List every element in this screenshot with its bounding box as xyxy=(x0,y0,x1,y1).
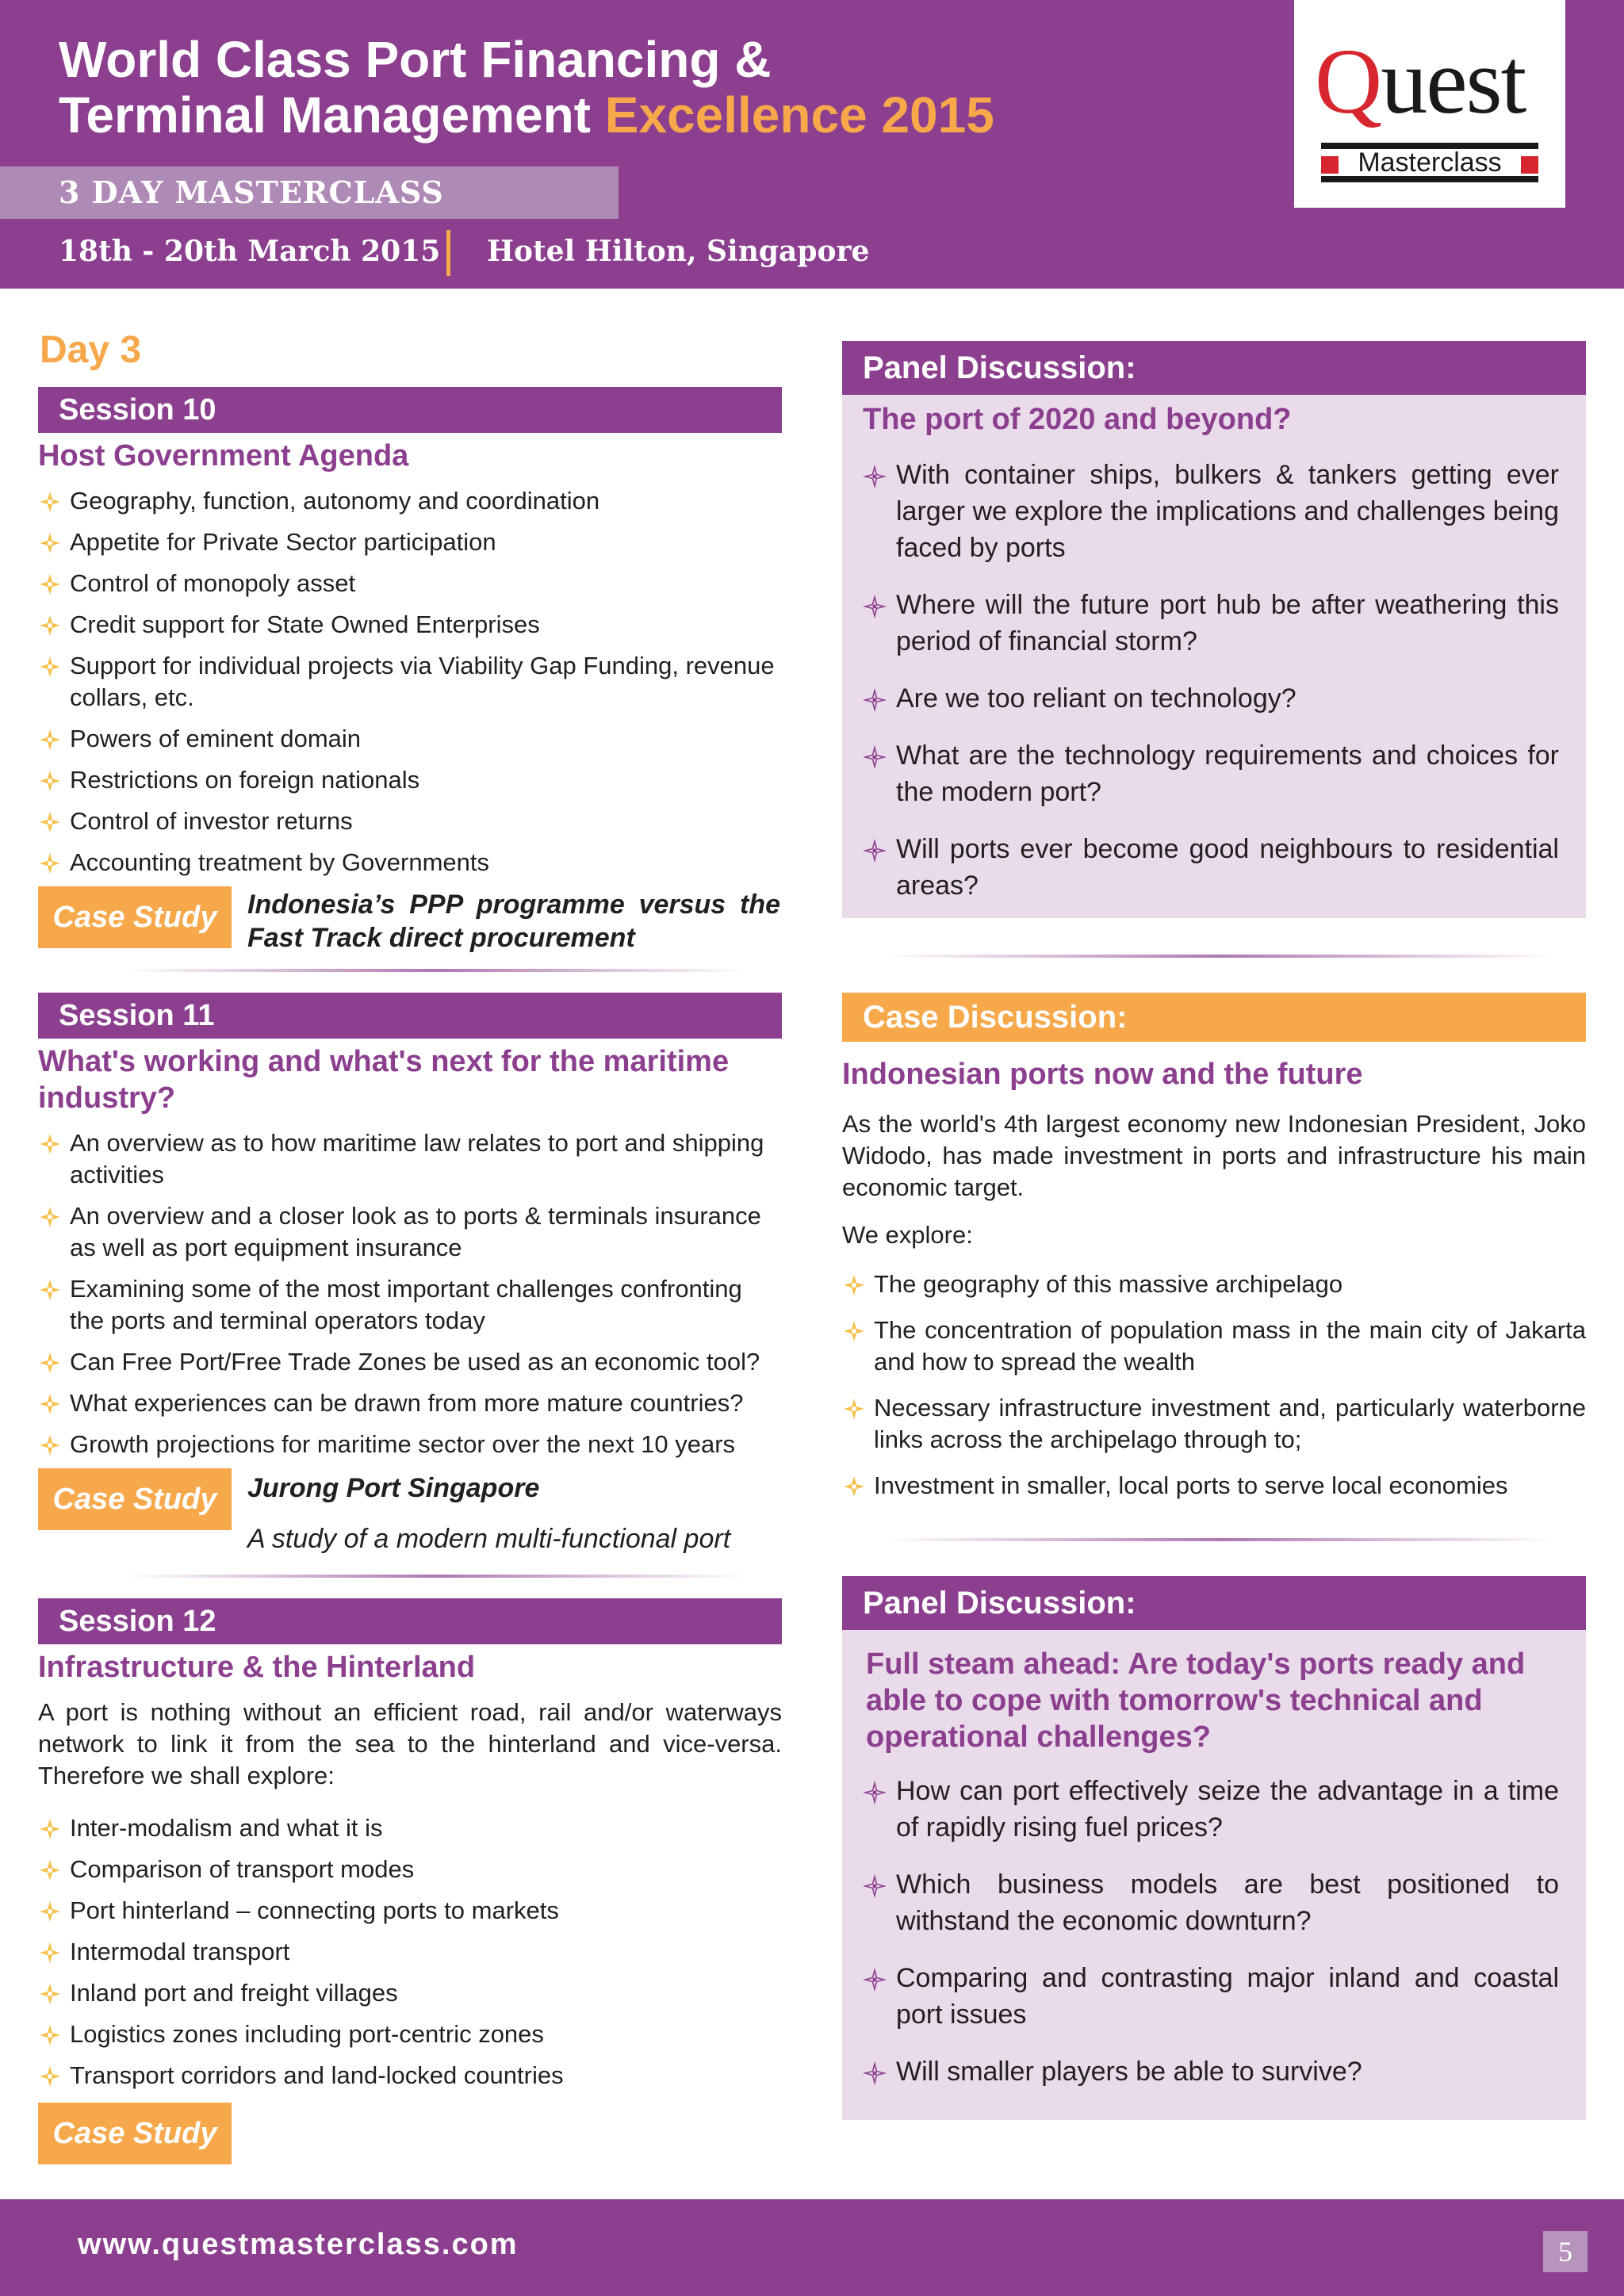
list-item xyxy=(38,1429,782,1460)
star-bullet-icon xyxy=(38,769,62,793)
list-item-text: Growth projections for maritime sector over the next 10 years xyxy=(70,1430,736,1458)
star-bullet-icon xyxy=(38,2064,62,2088)
list-item xyxy=(38,1895,782,1927)
sparkle-bullet-icon xyxy=(863,591,887,615)
session-12-list xyxy=(38,1812,782,2101)
section-divider xyxy=(127,1575,745,1578)
list-item-text: Are we too reliant on technology? xyxy=(896,683,1297,714)
list-item xyxy=(842,1269,1586,1300)
list-item xyxy=(38,847,782,878)
list-item xyxy=(38,1387,782,1419)
case-study-title: Indonesia’s PPP programme versus the Fast Track direct procurement xyxy=(247,890,780,953)
star-bullet-icon xyxy=(38,1278,62,1302)
panel-discussion-heading: Panel Discussion: xyxy=(842,1576,1586,1630)
list-item xyxy=(863,2053,1559,2090)
event-dates: 18th - 20th March 2015 xyxy=(59,235,441,268)
list-item-text: Investment in smaller, local ports to serve local economies xyxy=(874,1471,1508,1499)
list-item xyxy=(842,1470,1586,1502)
session-10-list xyxy=(38,485,782,888)
list-item-text: Can Free Port/Free Trade Zones be used as an economic tool? xyxy=(70,1348,760,1376)
day-heading: Day 3 xyxy=(40,329,142,371)
list-item-text: Will smaller players be able to survive? xyxy=(896,2057,1362,2087)
list-item xyxy=(38,1200,782,1264)
star-bullet-icon xyxy=(38,1392,62,1416)
logo-subtitle: Masterclass xyxy=(1358,147,1502,178)
star-bullet-icon xyxy=(38,2023,62,2047)
list-item-text: Restrictions on foreign nationals xyxy=(70,766,420,794)
star-bullet-icon xyxy=(38,531,62,555)
list-item-text: What are the technology requirements and choices for the modern port? xyxy=(896,740,1559,807)
list-item xyxy=(38,2019,782,2050)
sparkle-bullet-icon xyxy=(863,461,887,485)
star-bullet-icon xyxy=(38,728,62,752)
star-bullet-icon xyxy=(38,614,62,637)
list-item xyxy=(38,806,782,837)
list-item-text: The geography of this massive archipelago xyxy=(874,1270,1343,1298)
list-item xyxy=(38,1346,782,1378)
session-12-title: Infrastructure & the Hinterland xyxy=(38,1651,476,1684)
list-item xyxy=(38,568,782,599)
list-item-text: Control of monopoly asset xyxy=(70,569,356,597)
list-item xyxy=(38,526,782,558)
list-item-text: What experiences can be drawn from more mature countries? xyxy=(70,1389,744,1417)
panel-question: Full steam ahead: Are today's ports ready and able to cope with tomorrow's technical and operational challenges? xyxy=(866,1647,1526,1754)
list-item xyxy=(38,485,782,517)
case-study-subtitle: A study of a modern multi-functional port xyxy=(247,1524,731,1554)
list-item xyxy=(38,723,782,755)
list-item-text: Support for individual projects via Viability Gap Funding, revenue collars, etc. xyxy=(70,652,775,711)
section-divider xyxy=(888,955,1554,958)
sparkle-bullet-icon xyxy=(863,685,887,709)
case-discussion-intro: As the world's 4th largest economy new Indonesian President, Joko Widodo, has made investment in ports and infrastructure his main economic target. xyxy=(842,1110,1586,1201)
list-item xyxy=(842,1314,1586,1378)
list-item xyxy=(863,457,1559,566)
case-discussion-title: Indonesian ports now and the future xyxy=(842,1058,1363,1091)
list-item xyxy=(863,1866,1559,1939)
session-12-intro: A port is nothing without an efficient road, rail and/or waterways network to link it from the sea to the hinterland and vice-versa. Therefore we shall explore: xyxy=(38,1698,782,1789)
list-item-text: Logistics zones including port-centric zones xyxy=(70,2020,544,2048)
website-link[interactable]: www.questmasterclass.com xyxy=(78,2228,519,2261)
list-item-text: Credit support for State Owned Enterprises xyxy=(70,610,540,638)
list-item-text: Inland port and freight villages xyxy=(70,1979,398,2007)
list-item xyxy=(38,650,782,714)
list-item-text: An overview as to how maritime law relates to port and shipping activities xyxy=(70,1129,764,1188)
case-discussion-explore: We explore: xyxy=(842,1221,973,1249)
case-study-badge: Case Study xyxy=(38,1468,232,1530)
list-item-text: Geography, function, autonomy and coordination xyxy=(70,487,600,515)
panel-discussion-heading: Panel Discussion: xyxy=(842,341,1586,395)
list-item-text: With container ships, bulkers & tankers getting ever larger we explore the implications and challenges being faced by ports xyxy=(896,460,1559,563)
star-bullet-icon xyxy=(842,1273,866,1297)
list-item xyxy=(38,1854,782,1885)
sparkle-bullet-icon xyxy=(863,742,887,766)
list-item xyxy=(863,680,1559,717)
logo-word: Quest xyxy=(1315,29,1526,133)
list-item-text: Where will the future port hub be after weathering this period of financial storm? xyxy=(896,590,1559,656)
list-item-text: Accounting treatment by Governments xyxy=(70,848,489,876)
star-bullet-icon xyxy=(38,655,62,679)
list-item xyxy=(38,1273,782,1337)
case-study-badge: Case Study xyxy=(38,2103,232,2164)
star-bullet-icon xyxy=(842,1319,866,1343)
star-bullet-icon xyxy=(38,1351,62,1375)
list-item xyxy=(842,1392,1586,1456)
star-bullet-icon xyxy=(38,1205,62,1229)
list-item-text: Examining some of the most important challenges confronting the ports and terminal operators today xyxy=(70,1275,742,1334)
list-item-text: Appetite for Private Sector participation xyxy=(70,528,496,556)
star-bullet-icon xyxy=(38,851,62,875)
star-bullet-icon xyxy=(38,1900,62,1923)
date-separator xyxy=(446,230,450,276)
title-line-2 xyxy=(59,87,994,143)
list-item xyxy=(38,609,782,641)
star-bullet-icon xyxy=(38,1433,62,1457)
session-11-title: What's working and what's next for the maritime industry? xyxy=(38,1045,730,1115)
footer-bar xyxy=(0,2199,1624,2296)
page-number: 5 xyxy=(1543,2231,1588,2272)
list-item-text: An overview and a closer look as to ports & terminals insurance as well as port equipment insurance xyxy=(70,1202,761,1261)
list-item xyxy=(863,587,1559,660)
panel-2-list xyxy=(863,1773,1559,2110)
page-title xyxy=(59,32,994,143)
event-venue: Hotel Hilton, Singapore xyxy=(487,235,870,268)
quest-logo xyxy=(1294,0,1565,208)
session-11-bar: Session 11 xyxy=(38,993,782,1039)
star-bullet-icon xyxy=(38,1132,62,1156)
panel-question: The port of 2020 and beyond? xyxy=(863,403,1292,436)
title-line-1: World Class Port Financing & xyxy=(59,31,772,88)
star-bullet-icon xyxy=(38,490,62,514)
sparkle-bullet-icon xyxy=(863,1965,887,1988)
case-study-title: Jurong Port Singapore xyxy=(247,1473,540,1503)
case-study-badge: Case Study xyxy=(38,886,232,948)
list-item xyxy=(863,1960,1559,2033)
star-bullet-icon xyxy=(842,1397,866,1421)
ribbon-label: 3 DAY MASTERCLASS xyxy=(59,174,444,210)
sparkle-bullet-icon xyxy=(863,836,887,859)
session-10-bar: Session 10 xyxy=(38,387,782,433)
list-item xyxy=(863,1773,1559,1846)
list-item xyxy=(38,764,782,796)
star-bullet-icon xyxy=(38,1817,62,1841)
sparkle-bullet-icon xyxy=(863,1777,887,1801)
case-discussion-list xyxy=(842,1269,1586,1516)
section-divider xyxy=(888,1538,1554,1541)
list-item xyxy=(38,1977,782,2009)
list-item-text: Inter-modalism and what it is xyxy=(70,1814,383,1842)
list-item xyxy=(38,1127,782,1191)
list-item xyxy=(38,1936,782,1968)
star-bullet-icon xyxy=(38,1858,62,1882)
case-discussion-heading: Case Discussion: xyxy=(842,993,1586,1042)
section-divider xyxy=(127,969,745,972)
list-item xyxy=(863,737,1559,810)
star-bullet-icon xyxy=(38,1982,62,2006)
list-item-text: Control of investor returns xyxy=(70,807,353,835)
list-item-text: Comparison of transport modes xyxy=(70,1855,415,1883)
list-item-text: Which business models are best positioned to withstand the economic downturn? xyxy=(896,1869,1559,1936)
star-bullet-icon xyxy=(38,810,62,834)
star-bullet-icon xyxy=(842,1475,866,1498)
star-bullet-icon xyxy=(38,572,62,596)
list-item-text: Intermodal transport xyxy=(70,1938,290,1965)
list-item-text: How can port effectively seize the advantage in a time of rapidly rising fuel prices? xyxy=(896,1776,1559,1843)
list-item-text: Will ports ever become good neighbours to residential areas? xyxy=(896,834,1559,901)
list-item xyxy=(38,2060,782,2091)
list-item xyxy=(38,1812,782,1844)
title-accent: Excellence 2015 xyxy=(604,86,994,144)
list-item-text: Port hinterland – connecting ports to markets xyxy=(70,1896,559,1924)
panel-1-list xyxy=(863,457,1559,924)
list-item-text: Powers of eminent domain xyxy=(70,725,362,752)
list-item xyxy=(863,831,1559,904)
list-item-text: Necessary infrastructure investment and, particularly waterborne links across the archipelago through to; xyxy=(874,1394,1586,1453)
session-11-list xyxy=(38,1127,782,1470)
session-10-title: Host Government Agenda xyxy=(38,439,409,473)
sparkle-bullet-icon xyxy=(863,1871,887,1895)
list-item-text: Transport corridors and land-locked countries xyxy=(70,2061,564,2089)
masterclass-ribbon xyxy=(0,166,619,219)
header-banner xyxy=(0,0,1624,289)
list-item-text: The concentration of population mass in the main city of Jakarta and how to spread the wealth xyxy=(874,1316,1586,1376)
list-item-text: Comparing and contrasting major inland and coastal port issues xyxy=(896,1963,1559,2030)
star-bullet-icon xyxy=(38,1941,62,1965)
session-12-bar: Session 12 xyxy=(38,1598,782,1644)
title-line-2-main: Terminal Management xyxy=(59,86,591,144)
sparkle-bullet-icon xyxy=(863,2058,887,2082)
